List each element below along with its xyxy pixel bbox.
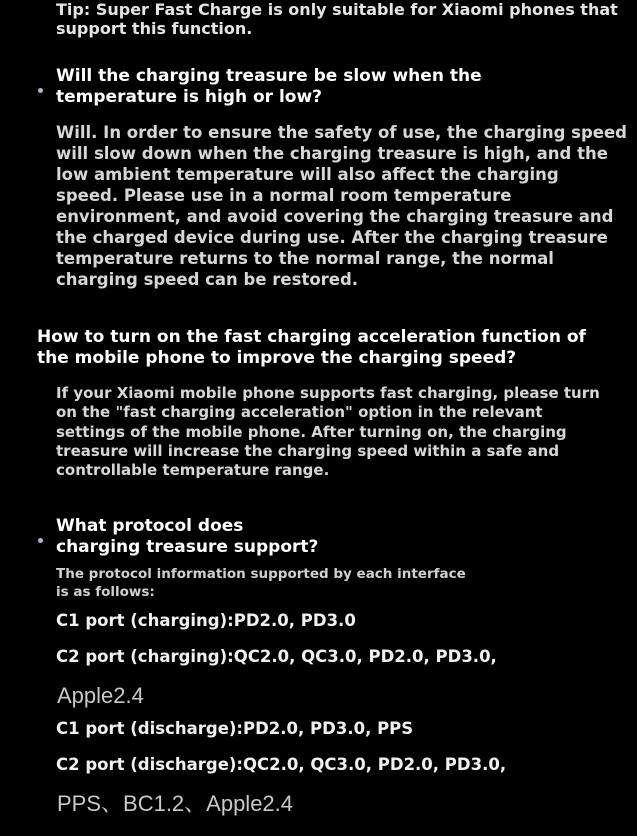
tip-line: support this function. [56,19,253,38]
protocol-c1-discharge: C1 port (discharge):PD2.0, PD3.0, PPS [56,719,414,738]
answer-line: treasure will increase the charging speed within a safe and [56,441,560,460]
question-line: Will the charging treasure be slow when the [56,66,482,86]
answer-line: speed. Please use in a normal room temperature [56,186,512,205]
faq-question-fast-charging [37,327,586,369]
answer-line: low ambient temperature will also affect the charging [56,165,559,184]
answer-line: temperature returns to the normal range, the normal [56,249,554,268]
faq-answer-temperature [56,122,627,290]
protocol-c2-discharge-continued: PPS、BC1.2、Apple2.4 [57,791,294,816]
protocol-c2-charging: C2 port (charging):QC2.0, QC3.0, PD2.0, PD3.0, [56,647,497,666]
answer-line: settings of the mobile phone. After turning on, the charging [56,422,567,441]
faq-question-temperature [56,66,482,108]
question-line: charging treasure support? [56,537,319,557]
answer-line: environment, and avoid covering the charging treasure and [56,207,614,226]
faq-question-protocol [56,516,318,558]
intro-line: is as follows: [56,583,155,600]
bullet-icon [38,88,43,93]
question-line: What protocol does [56,516,244,536]
question-line: the mobile phone to improve the charging speed? [37,348,517,368]
answer-line: the charged device during use. After the charging treasure [56,228,608,247]
answer-line: If your Xiaomi mobile phone supports fast charging, please turn [56,384,600,402]
tip-text [56,0,618,38]
answer-line: on the "fast charging acceleration" option in the relevant [56,403,543,422]
protocol-c2-charging-continued: Apple2.4 [57,683,144,708]
intro-line: The protocol information supported by each interface [56,566,466,582]
bullet-icon [38,538,43,543]
answer-line: charging speed can be restored. [56,270,359,289]
protocol-intro [56,566,466,601]
tip-line: Tip: Super Fast Charge is only suitable for Xiaomi phones that [56,0,618,19]
protocol-c1-charging: C1 port (charging):PD2.0, PD3.0 [56,611,356,630]
answer-line: controllable temperature range. [56,461,330,480]
answer-line: Will. In order to ensure the safety of use, the charging speed [56,123,627,142]
question-line: How to turn on the fast charging acceleration function of [37,327,586,347]
answer-line: will slow down when the charging treasure is high, and the [56,144,608,163]
faq-answer-fast-charging [56,384,600,480]
question-line: temperature is high or low? [56,87,323,107]
protocol-c2-discharge: C2 port (discharge):QC2.0, QC3.0, PD2.0, PD3.0, [56,755,507,774]
